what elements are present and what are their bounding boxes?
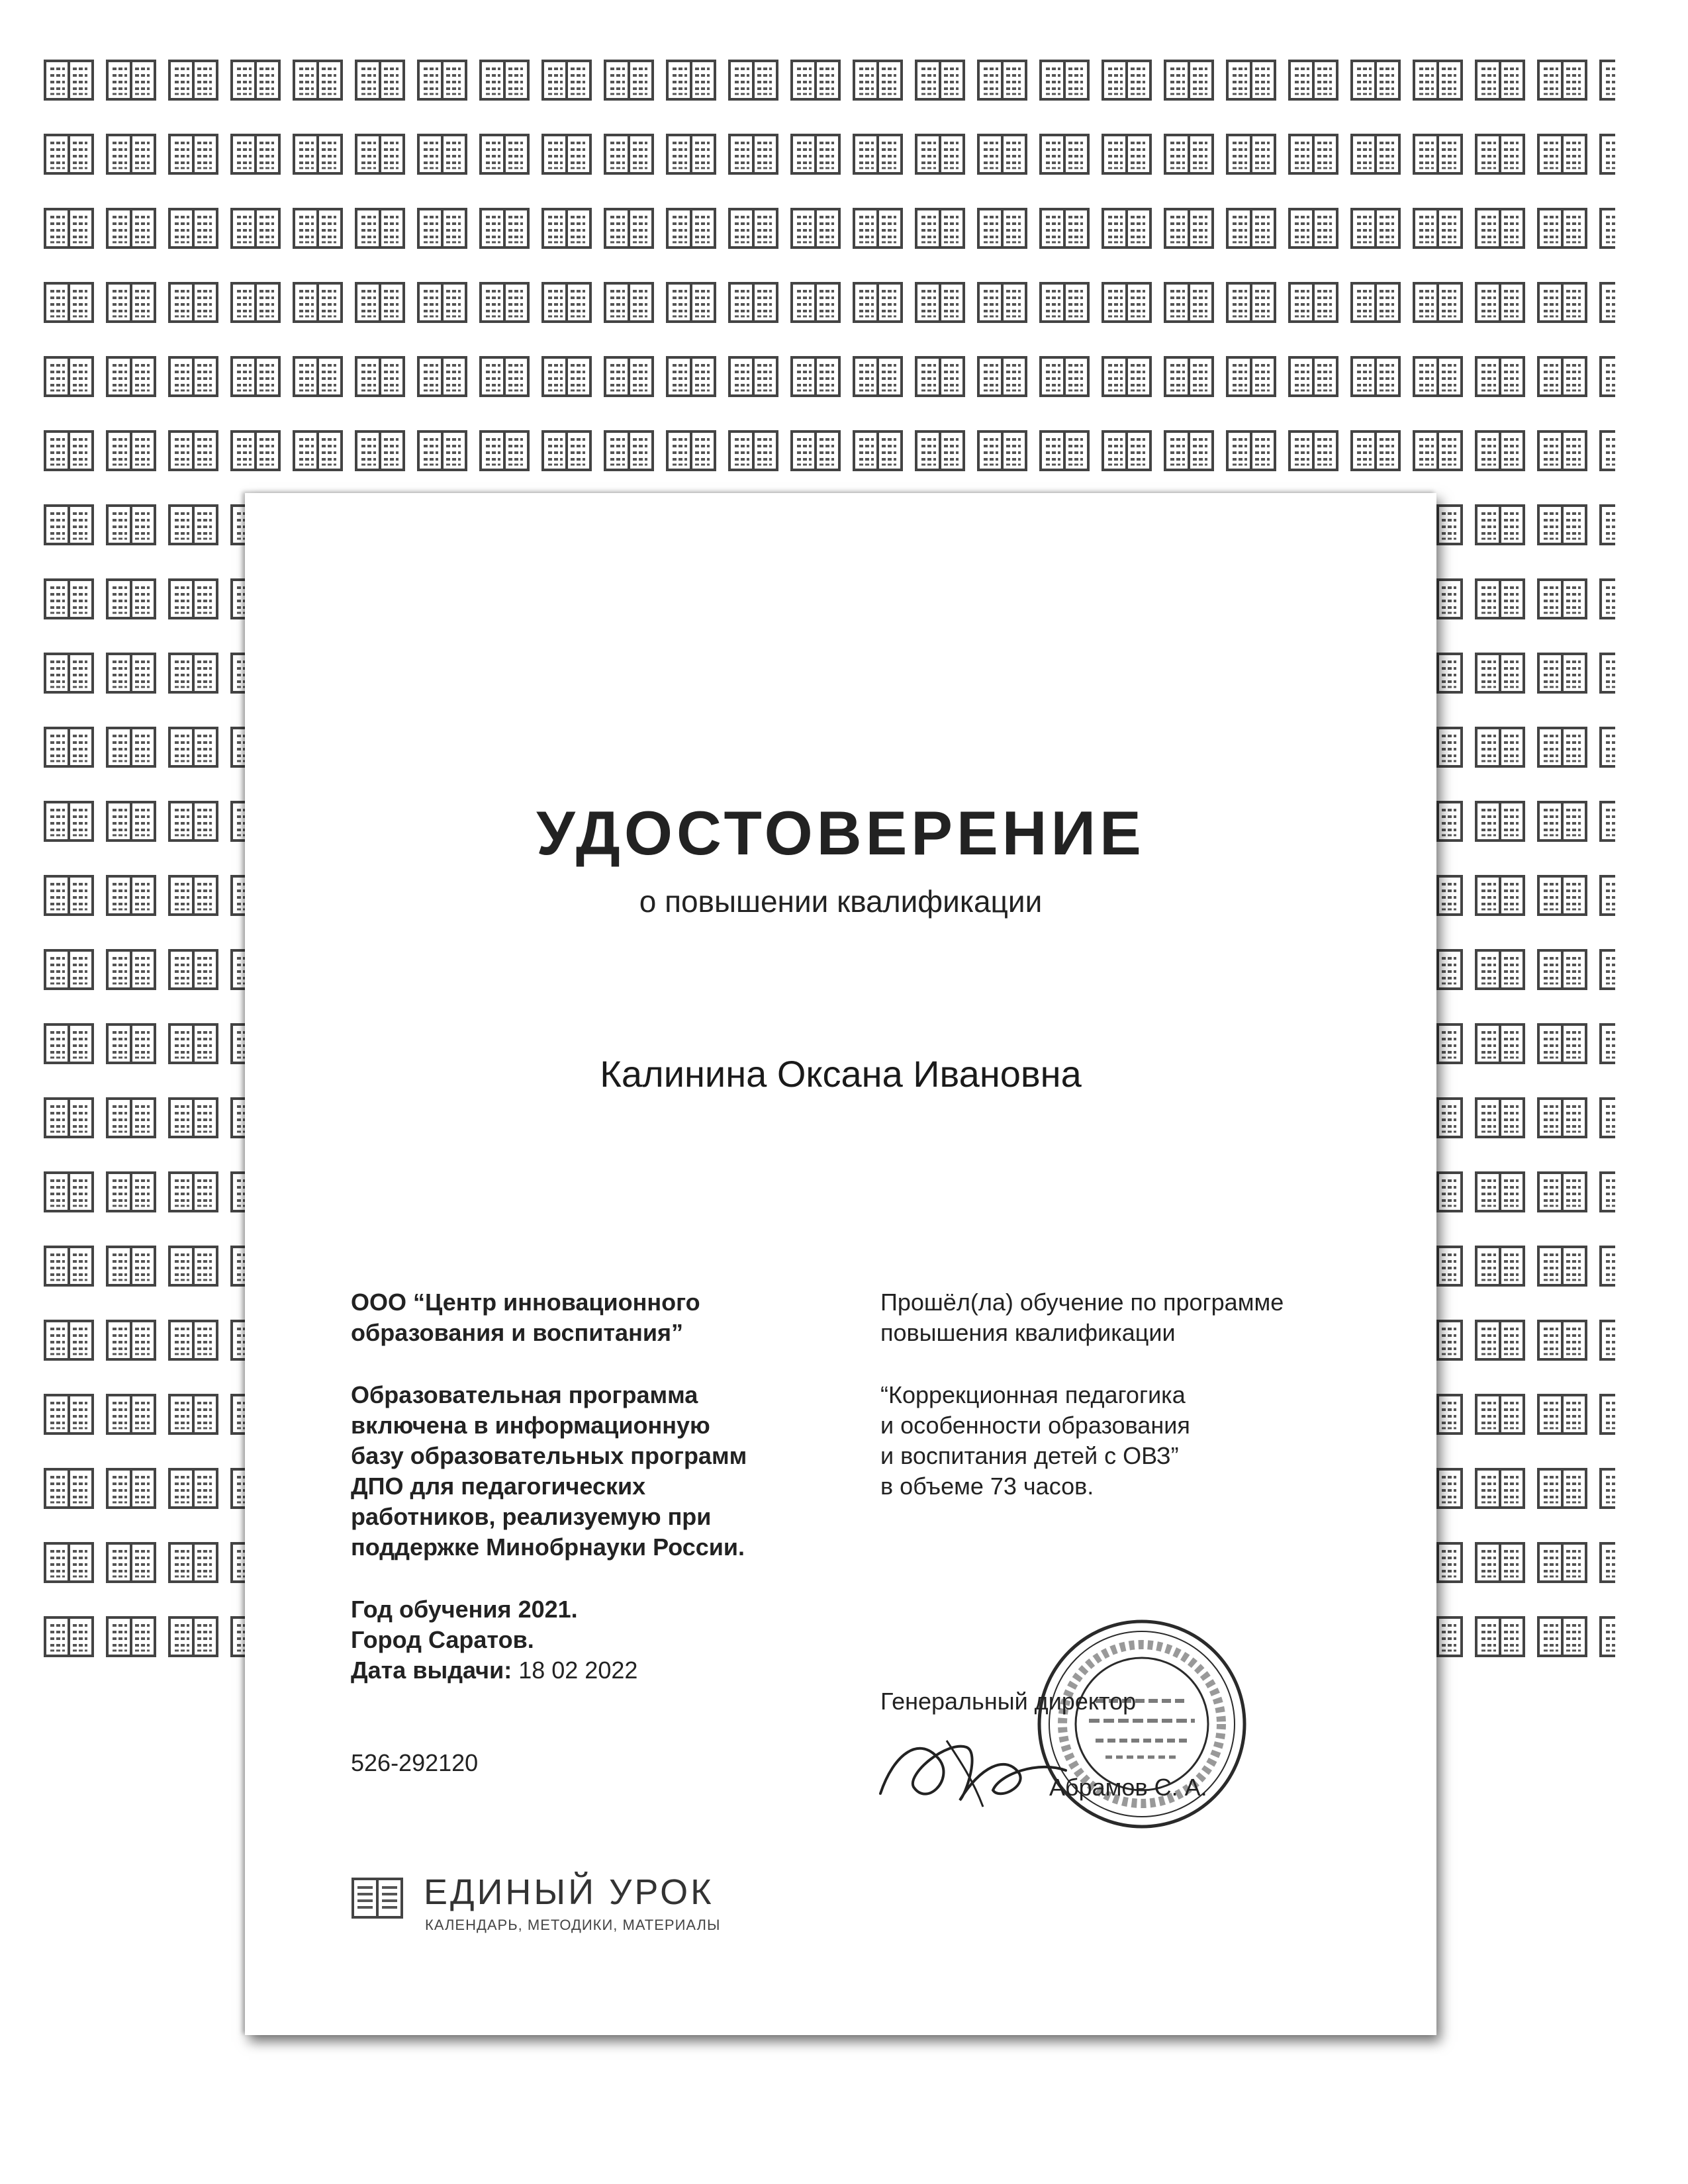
brand-name: ЕДИНЫЙ УРОК (424, 1872, 714, 1912)
program-note-line: ДПО для педагогических (351, 1473, 646, 1500)
issue-date-label: Дата выдачи: (351, 1657, 512, 1684)
brand-tagline: КАЛЕНДАРЬ, МЕТОДИКИ, МАТЕРИАЛЫ (425, 1917, 721, 1933)
organization-name (351, 1287, 834, 1348)
issue-date: 18 02 2022 (518, 1657, 638, 1684)
program-note (351, 1380, 834, 1563)
program-note-line: включена в информационную (351, 1412, 710, 1439)
organization-line: образования и воспитания” (351, 1319, 683, 1346)
issue-date-line (351, 1655, 834, 1686)
program-note-line: Образовательная программа (351, 1381, 698, 1408)
program-note-line: работников, реализуемую при (351, 1503, 712, 1530)
program-title (880, 1380, 1397, 1502)
program-line: “Коррекционная педагогика (880, 1381, 1186, 1408)
brand-block (351, 1873, 814, 1946)
program-line: и воспитания детей с ОВЗ” (880, 1442, 1179, 1469)
completion-line: повышения квалификации (880, 1319, 1176, 1346)
certificate-title: УДОСТОВЕРЕНИЕ (536, 798, 1145, 868)
study-year: Год обучения 2021. (351, 1596, 578, 1623)
signature-area (880, 1688, 1410, 1926)
completion-statement (880, 1287, 1397, 1348)
program-line: в объеме 73 часов. (880, 1473, 1094, 1500)
issue-details (351, 1594, 834, 1686)
certificate-sheet (245, 493, 1436, 2035)
book-icon (351, 1877, 404, 1919)
program-column (880, 1287, 1397, 1533)
registration-number: 526-292120 (351, 1749, 479, 1776)
recipient-name: Калинина Оксана Ивановна (600, 1053, 1082, 1095)
organization-column (351, 1287, 834, 1717)
program-note-line: поддержке Минобрнауки России. (351, 1533, 745, 1561)
program-line: и особенности образования (880, 1412, 1190, 1439)
program-note-line: базу образовательных программ (351, 1442, 747, 1469)
director-name: Абрамов С. А. (1049, 1774, 1207, 1801)
completion-line: Прошёл(ла) обучение по программе (880, 1289, 1284, 1316)
certificate-subtitle: о повышении квалификации (639, 884, 1043, 919)
signature (867, 1714, 1086, 1820)
city: Город Саратов. (351, 1626, 534, 1653)
director-title: Генеральный директор (880, 1688, 1137, 1715)
organization-line: ООО “Центр инновационного (351, 1289, 700, 1316)
